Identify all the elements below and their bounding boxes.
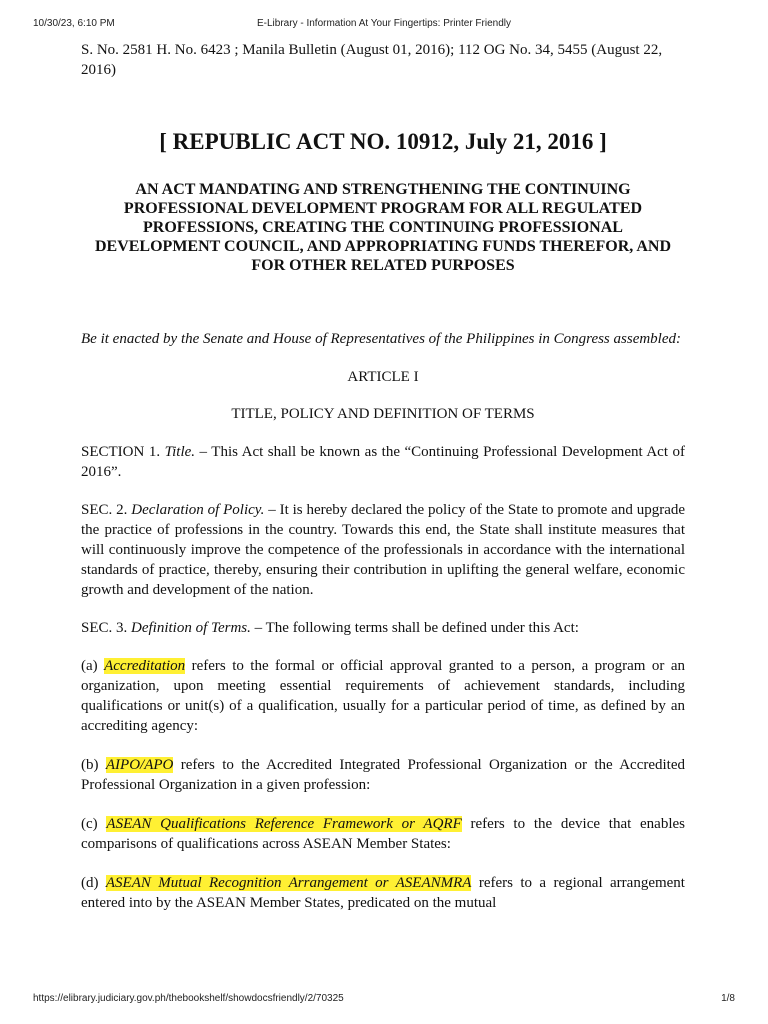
definition-marker: (c) [81, 816, 107, 832]
section-heading: Declaration of Policy. [131, 502, 265, 518]
definition-marker: (d) [81, 875, 106, 891]
definition-text: refers to a regional arrangement entered into by the ASEAN Member States, predicated on the mutual [81, 875, 685, 911]
definition-item [81, 656, 685, 736]
section-text: – The following terms shall be defined under this Act: [250, 620, 579, 636]
print-page-title: E-Library - Information At Your Fingertips: Printer Friendly [257, 18, 511, 29]
page-number: 1/8 [721, 993, 735, 1004]
highlighted-term: ASEAN Mutual Recognition Arrangement or ASEANMRA [105, 875, 472, 891]
enacting-clause: Be it enacted by the Senate and House of Representatives of the Philippines in Congress assembled: [81, 331, 682, 347]
section-heading: Title. [164, 444, 196, 460]
act-title: AN ACT MANDATING AND STRENGTHENING THE CONTINUING PROFESSIONAL DEVELOPMENT PROGRAM FOR ALL REGULATED PROFESSIONS, CREATING THE CONTINUING PROFESSIONAL DEVELOPMENT COUNCIL, AND APPROPRIATING FUNDS THEREFOR, AND FOR OTHER RELATED PURPOSES [94, 181, 672, 274]
section-1 [81, 442, 685, 482]
section-label: SEC. 2. [81, 502, 132, 518]
section-label: SECTION 1. [81, 444, 165, 460]
definition-text: refers to the Accredited Integrated Professional Organization or the Accredited Professional Organization in a given profession: [81, 757, 685, 793]
section-label: SEC. 3. [81, 620, 132, 636]
print-header [33, 18, 735, 32]
republic-act-title: [ REPUBLIC ACT NO. 10912, July 21, 2016 ] [159, 129, 607, 154]
source-url: https://elibrary.judiciary.gov.ph/thebookshelf/showdocsfriendly/2/70325 [33, 993, 344, 1004]
section-2 [81, 500, 685, 600]
definition-item [81, 755, 685, 795]
highlighted-term: AIPO/APO [105, 757, 174, 773]
definition-marker: (a) [81, 658, 105, 674]
definition-text: refers to the formal or official approval granted to a person, a program or an organization, upon meeting essential requirements of achievement standards, including qualifications or unit(s) of a qualification, usually for a particular period of time, as defined by an accrediting agency: [81, 658, 685, 734]
definition-text: refers to the device that enables comparisons of qualifications across ASEAN Member States: [81, 816, 686, 852]
print-timestamp: 10/30/23, 6:10 PM [33, 18, 115, 29]
highlighted-term: ASEAN Qualifications Reference Framework or AQRF [106, 816, 462, 832]
definition-marker: (b) [81, 757, 106, 773]
article-title: TITLE, POLICY AND DEFINITION OF TERMS [231, 406, 535, 422]
section-heading: Definition of Terms. [131, 620, 251, 636]
document-body [81, 40, 685, 913]
section-text: – This Act shall be known as the “Continuing Professional Development Act of 2016”. [81, 444, 685, 480]
citation: S. No. 2581 H. No. 6423 ; Manila Bulletin (August 01, 2016); 112 OG No. 34, 5455 (August 22, 2016) [81, 42, 663, 78]
definition-item [81, 814, 685, 854]
section-3 [81, 618, 685, 638]
highlighted-term: Accreditation [104, 658, 186, 674]
definition-item [81, 873, 685, 913]
print-footer [33, 993, 735, 1007]
article-number: ARTICLE I [347, 369, 419, 385]
section-text: – It is hereby declared the policy of the State to promote and upgrade the practice of professions in the country. Towards this end, the State shall institute measures that will continuously improve the competence of the professionals in accordance with the international standards of practice, thereby, ensuring their contribution in uplifting the general welfare, economic growth and development of the nation. [81, 502, 686, 598]
